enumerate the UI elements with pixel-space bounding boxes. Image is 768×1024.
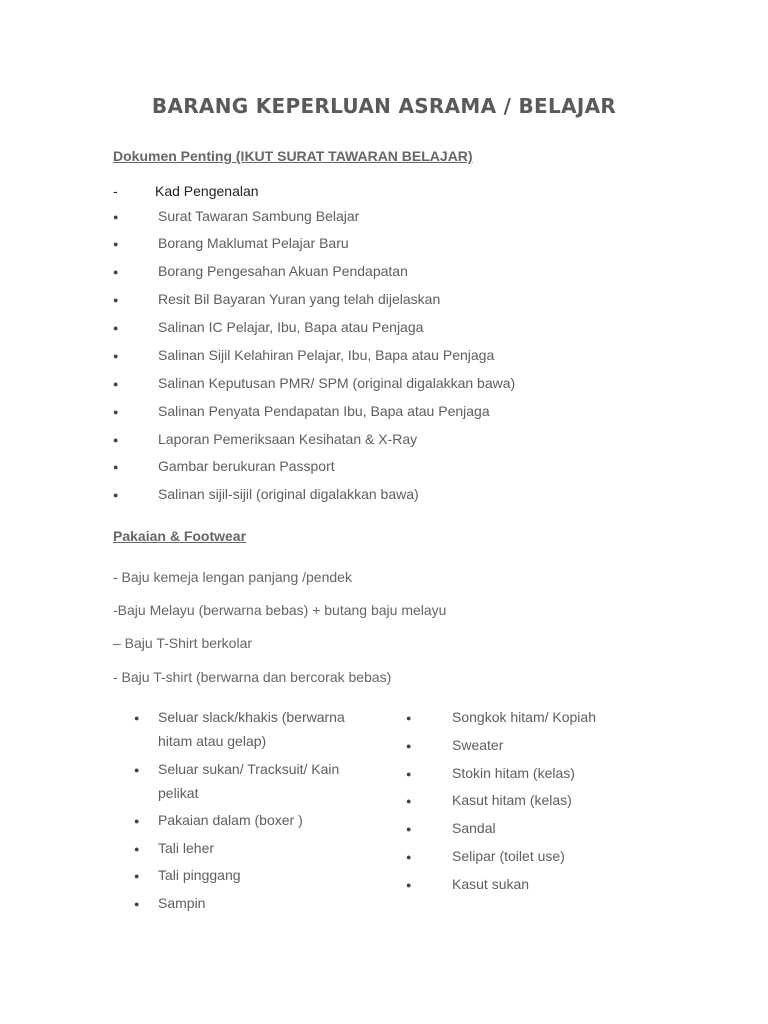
bullet-icon: ●: [113, 435, 119, 445]
clothing-item: Sweater: [452, 737, 504, 753]
bullet-icon: ●: [113, 351, 119, 361]
bullet-icon: ●: [113, 379, 119, 389]
bullet-icon: ●: [134, 844, 140, 854]
bullet-icon: ●: [113, 212, 119, 222]
document-list-item: Salinan Penyata Pendapatan Ibu, Bapa atau Penjaga: [158, 403, 490, 419]
bullet-icon: ●: [406, 796, 412, 806]
bullet-icon: ●: [406, 880, 412, 890]
clothing-item: Sampin: [158, 895, 206, 911]
document-list-item: Salinan sijil-sijil (original digalakkan bawa): [158, 486, 419, 502]
document-list-item: Salinan Keputusan PMR/ SPM (original digalakkan bawa): [158, 375, 516, 391]
bullet-icon: ●: [406, 852, 412, 862]
clothing-item: Tali pinggang: [158, 867, 241, 883]
list-item-label: Kad Pengenalan: [155, 183, 259, 199]
document-list-item: Borang Pengesahan Akuan Pendapatan: [158, 263, 408, 279]
clothing-item: Kasut hitam (kelas): [452, 792, 572, 808]
clothing-item: Seluar sukan/ Tracksuit/ Kain pelikat: [158, 761, 340, 801]
clothing-item: Stokin hitam (kelas): [452, 765, 575, 781]
document-list-item: Salinan Sijil Kelahiran Pelajar, Ibu, Bapa atau Penjaga: [158, 347, 495, 363]
document-list-item: Gambar berukuran Passport: [158, 458, 335, 474]
bullet-icon: ●: [113, 407, 119, 417]
dash-marker: -: [113, 183, 118, 199]
clothing-line: - Baju T-shirt (berwarna dan bercorak bebas): [113, 669, 392, 685]
bullet-icon: ●: [113, 462, 119, 472]
bullet-icon: ●: [113, 295, 119, 305]
clothing-item: Kasut sukan: [452, 876, 530, 892]
bullet-icon: ●: [134, 816, 140, 826]
bullet-icon: ●: [113, 267, 119, 277]
bullet-icon: ●: [134, 899, 140, 909]
bullet-icon: ●: [113, 239, 119, 249]
page-title: BARANG KEPERLUAN ASRAMA / BELAJAR: [151, 94, 617, 118]
document-list-item: Resit Bil Bayaran Yuran yang telah dijelaskan: [158, 291, 441, 307]
section-heading-documents: Dokumen Penting (IKUT SURAT TAWARAN BELAJAR): [113, 148, 473, 164]
bullet-icon: ●: [406, 713, 412, 723]
bullet-icon: ●: [406, 741, 412, 751]
clothing-item: Selipar (toilet use): [452, 848, 565, 864]
clothing-line: -Baju Melayu (berwarna bebas) + butang baju melayu: [113, 602, 447, 618]
document-list-item: Salinan IC Pelajar, Ibu, Bapa atau Penjaga: [158, 319, 424, 335]
bullet-icon: ●: [406, 824, 412, 834]
bullet-icon: ●: [134, 713, 140, 723]
bullet-icon: ●: [134, 871, 140, 881]
document-list-item: Laporan Pemeriksaan Kesihatan & X-Ray: [158, 431, 418, 447]
clothing-item: Tali leher: [158, 840, 215, 856]
section-heading-clothing: Pakaian & Footwear: [113, 528, 247, 544]
bullet-icon: ●: [113, 323, 119, 333]
list-item-kad-pengenalan: [113, 183, 259, 199]
clothing-line: - Baju kemeja lengan panjang /pendek: [113, 569, 352, 585]
clothing-item: Songkok hitam/ Kopiah: [452, 709, 596, 725]
clothing-line: – Baju T-Shirt berkolar: [113, 635, 253, 651]
bullet-icon: ●: [113, 490, 119, 500]
bullet-icon: ●: [134, 765, 140, 775]
document-list-item: Borang Maklumat Pelajar Baru: [158, 235, 349, 251]
bullet-icon: ●: [406, 769, 412, 779]
clothing-item: Seluar slack/khakis (berwarna hitam atau gelap): [158, 709, 345, 749]
document-list-item: Surat Tawaran Sambung Belajar: [158, 208, 360, 224]
clothing-item: Sandal: [452, 820, 496, 836]
clothing-item: Pakaian dalam (boxer ): [158, 812, 303, 828]
